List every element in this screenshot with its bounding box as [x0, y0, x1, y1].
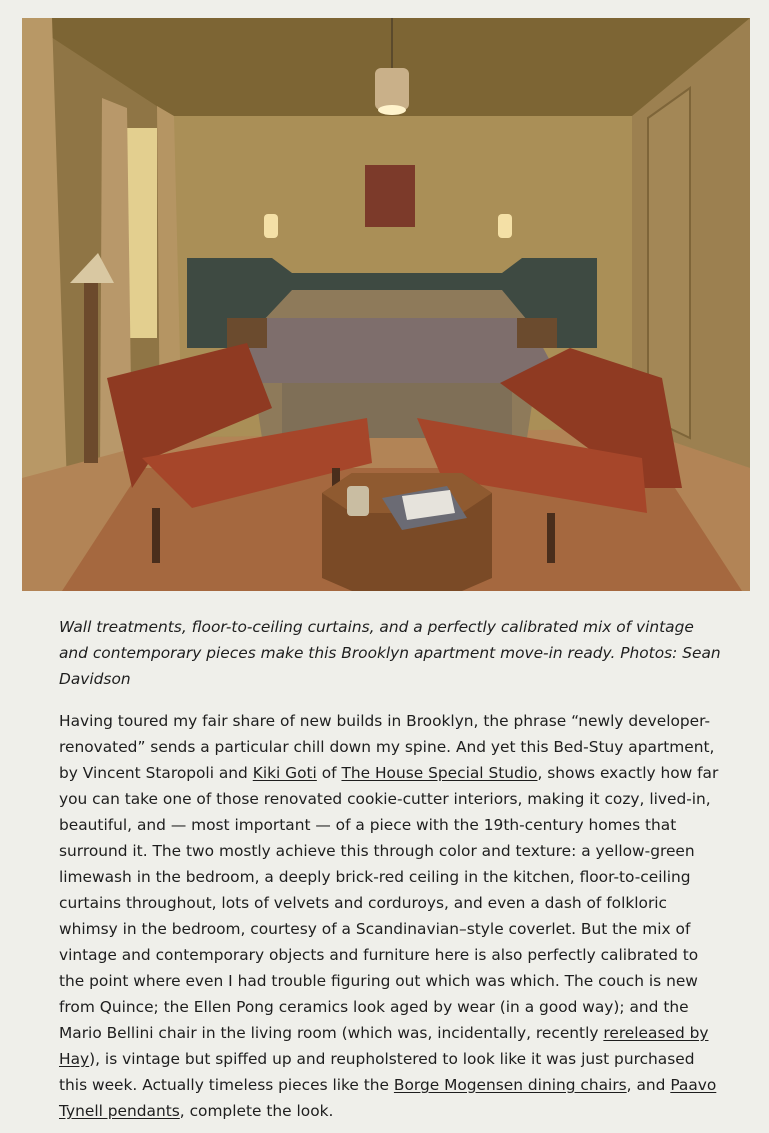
link-rereleased-by-hay[interactable]: rereleased by Hay	[59, 1024, 709, 1068]
bedroom-photo	[22, 18, 750, 591]
article-text: Having toured my fair share of new builds in Brooklyn, the phrase “newly developer-renovated” sends a particular chill down my spine. And yet this Bed-Stuy apartment, by Vincent Staropoli and	[59, 712, 715, 782]
article-text: , shows exactly how far you can take one of those renovated cookie-cutter interiors, making it cozy, lived-in, beautiful, and — most important — of a piece with the 19th-century homes that surround it. The two mostly achieve this through color and texture: a yellow-green limewash in the bedroom, a deeply brick-red ceiling in the kitchen, floor-to-ceiling curtains throughout, lots of velvets and corduroys, and even a dash of folkloric whimsy in the bedroom, courtesy of a Scandinavian–style coverlet. But the mix of vintage and contemporary objects and furniture here is also perfectly calibrated to the point where even I had trouble figuring out which was which. The couch is new from Quince; the Ellen Pong ceramics look aged by wear (in a good way); and the Mario Bellini chair in the living room (which was, incidentally, recently	[59, 764, 719, 1042]
link-house-special-studio[interactable]: The House Special Studio	[341, 764, 538, 782]
link-kiki-goti[interactable]: Kiki Goti	[252, 764, 317, 782]
photo-caption: Wall treatments, floor-to-ceiling curtains, and a perfectly calibrated mix of vintage and contemporary pieces make this Brooklyn apartment move-in ready. Photos: Sean Davidson	[59, 618, 721, 688]
link-borge-mogensen-chairs[interactable]: Borge Mogensen dining chairs	[393, 1076, 627, 1094]
article-text: of	[316, 764, 342, 782]
link-paavo-tynell-pendants[interactable]: Paavo Tynell pendants	[59, 1076, 717, 1120]
article-paragraph	[59, 708, 727, 1124]
article-text: , complete the look.	[179, 1102, 334, 1120]
article-text: ), is vintage but spiffed up and reupholstered to look like it was just purchased this week. Actually timeless pieces like the	[59, 1050, 695, 1094]
bedroom-illustration	[22, 18, 750, 591]
article-text: , and	[626, 1076, 671, 1094]
